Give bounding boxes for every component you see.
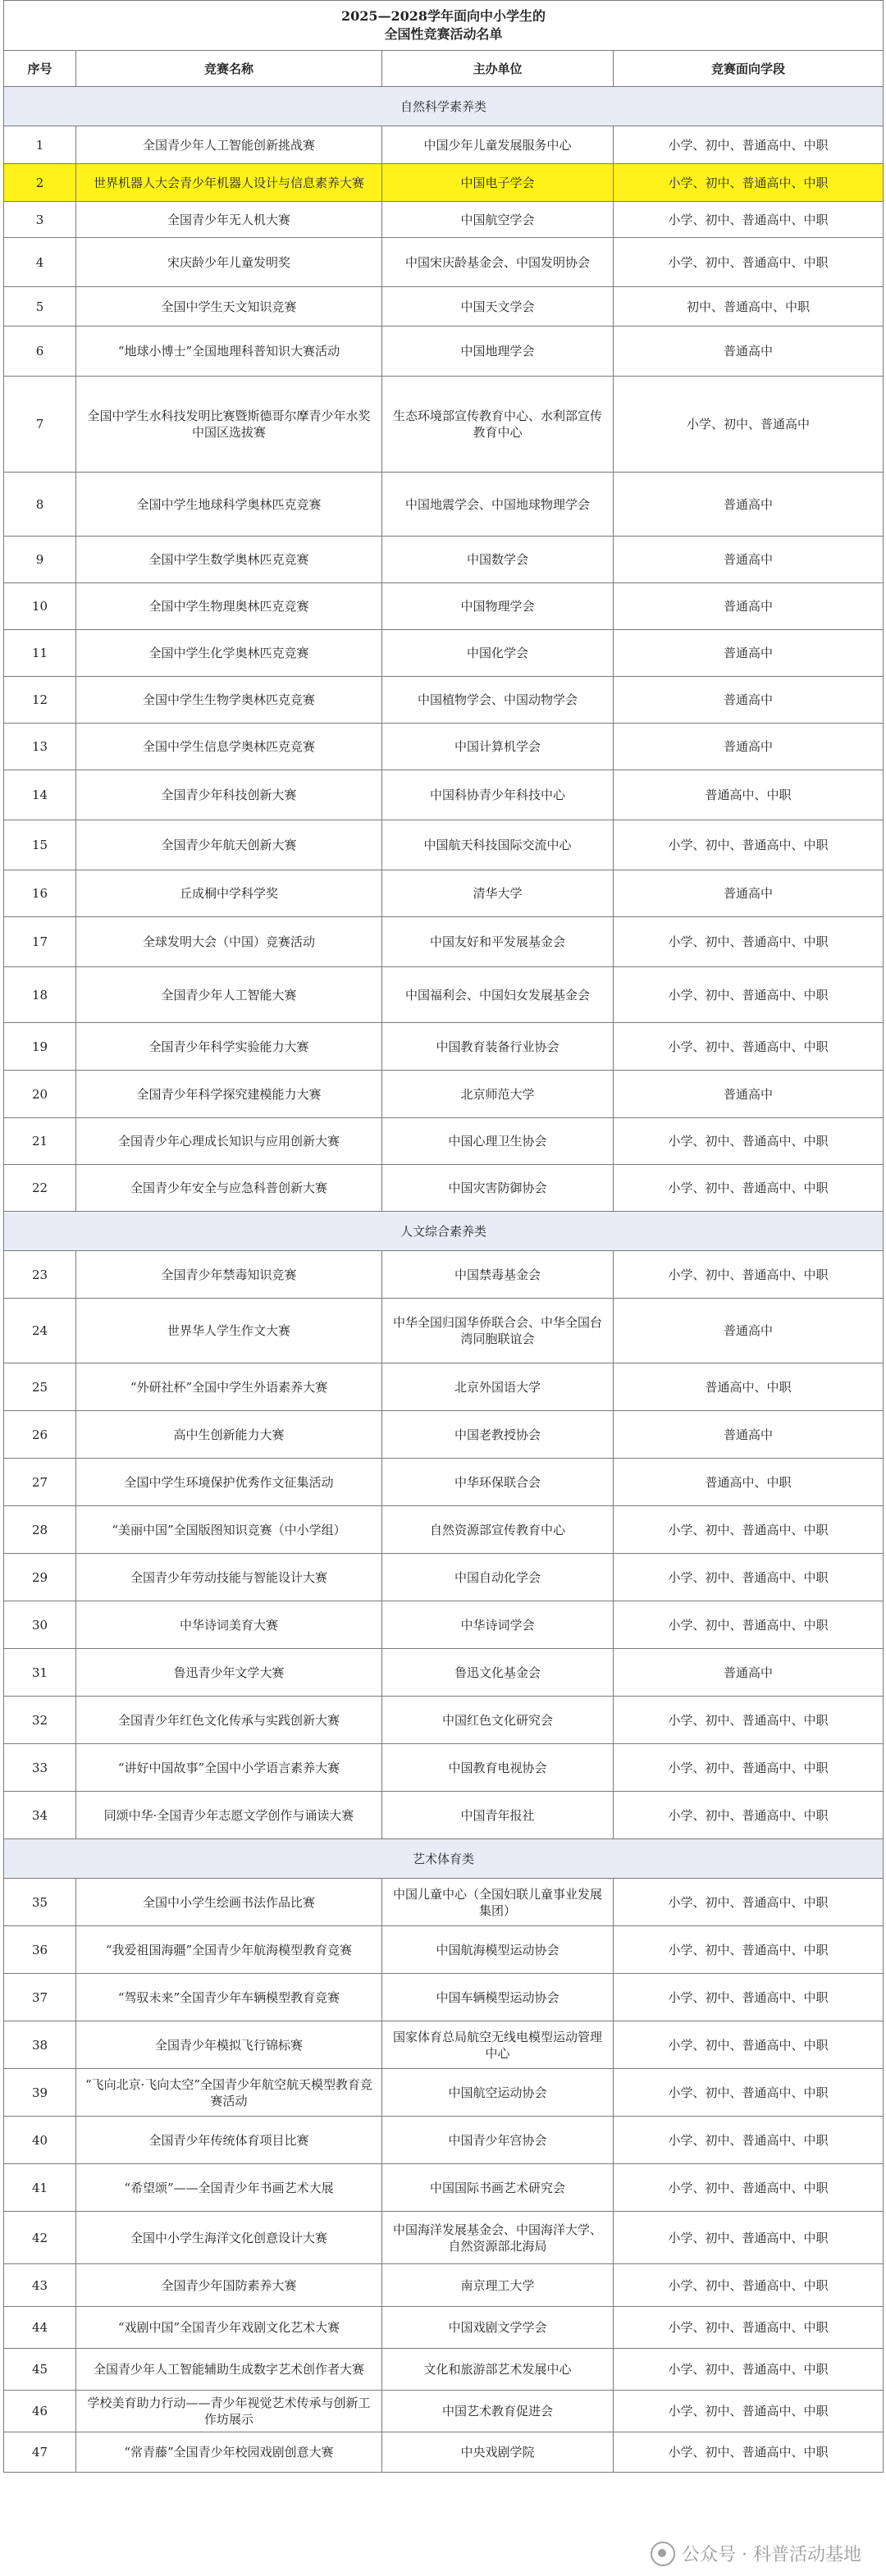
cell-name: 全国中小学生海洋文化创意设计大赛 xyxy=(76,2212,382,2264)
header-level: 竞赛面向学段 xyxy=(614,51,884,87)
cell-no: 21 xyxy=(4,1118,76,1165)
cell-org: 北京师范大学 xyxy=(382,1071,614,1118)
watermark-label: 公众号 · 科普活动基地 xyxy=(682,2545,861,2565)
cell-no: 13 xyxy=(4,724,76,770)
table-row xyxy=(4,1363,884,1411)
cell-level: 小学、初中、普通高中、中职 xyxy=(614,1879,884,1926)
cell-level: 普通高中 xyxy=(614,1299,884,1363)
cell-level: 小学、初中、普通高中、中职 xyxy=(614,2021,884,2069)
cell-level: 小学、初中、普通高中、中职 xyxy=(614,2164,884,2212)
table-row xyxy=(4,1601,884,1649)
table-row xyxy=(4,1744,884,1792)
cell-org: 中国教育电视协会 xyxy=(382,1744,614,1792)
category-row xyxy=(4,87,884,126)
cell-name: 全国青少年人工智能辅助生成数字艺术创作者大赛 xyxy=(76,2349,382,2391)
cell-level: 小学、初中、普通高中、中职 xyxy=(614,126,884,164)
cell-org: 中国艺术教育促进会 xyxy=(382,2391,614,2432)
cell-org: 中国青少年宫协会 xyxy=(382,2117,614,2164)
cell-org: 中国宋庆龄基金会、中国发明协会 xyxy=(382,238,614,287)
cell-name: “讲好中国故事”全国中小学语言素养大赛 xyxy=(76,1744,382,1792)
table-row xyxy=(4,1697,884,1744)
cell-level: 普通高中 xyxy=(614,1411,884,1459)
cell-no: 19 xyxy=(4,1023,76,1071)
watermark xyxy=(651,2541,861,2566)
table-row xyxy=(4,677,884,724)
cell-name: 全国青少年人工智能大赛 xyxy=(76,967,382,1023)
cell-name: 全国青少年科学探究建模能力大赛 xyxy=(76,1071,382,1118)
cell-no: 2 xyxy=(4,164,76,202)
cell-no: 37 xyxy=(4,1974,76,2021)
table-row xyxy=(4,1299,884,1363)
cell-name: 全国中学生水科技发明比赛暨斯德哥尔摩青少年水奖中国区选拔赛 xyxy=(76,377,382,473)
cell-no: 40 xyxy=(4,2117,76,2164)
cell-name: “美丽中国”全国版图知识竞赛（中小学组） xyxy=(76,1506,382,1554)
cell-level: 普通高中 xyxy=(614,870,884,917)
cell-no: 23 xyxy=(4,1251,76,1299)
cell-no: 38 xyxy=(4,2021,76,2069)
cell-level: 小学、初中、普通高中、中职 xyxy=(614,917,884,967)
cell-name: 全国中学生物理奥林匹克竞赛 xyxy=(76,583,382,630)
cell-no: 42 xyxy=(4,2212,76,2264)
table-row xyxy=(4,2117,884,2164)
cell-no: 45 xyxy=(4,2349,76,2391)
cell-name: “外研社杯”全国中学生外语素养大赛 xyxy=(76,1363,382,1411)
cell-org: 中国天文学会 xyxy=(382,287,614,327)
table-row xyxy=(4,1649,884,1697)
cell-level: 普通高中 xyxy=(614,1649,884,1697)
cell-org: 中华环保联合会 xyxy=(382,1459,614,1506)
cell-name: 全国青少年人工智能创新挑战赛 xyxy=(76,126,382,164)
table-row xyxy=(4,2069,884,2117)
cell-name: 宋庆龄少年儿童发明奖 xyxy=(76,238,382,287)
cell-name: 全国青少年劳动技能与智能设计大赛 xyxy=(76,1554,382,1601)
cell-org: 中国物理学会 xyxy=(382,583,614,630)
table-row xyxy=(4,1792,884,1839)
header-org: 主办单位 xyxy=(382,51,614,87)
table-row xyxy=(4,2307,884,2349)
cell-level: 小学、初中、普通高中、中职 xyxy=(614,1251,884,1299)
table-row xyxy=(4,2391,884,2432)
cell-name: “我爱祖国海疆”全国青少年航海模型教育竞赛 xyxy=(76,1926,382,1974)
title-row xyxy=(4,1,884,51)
table-row xyxy=(4,630,884,677)
table-row xyxy=(4,473,884,537)
cell-name: 世界机器人大会青少年机器人设计与信息素养大赛 xyxy=(76,164,382,202)
cell-name: “常青藤”全国青少年校园戏剧创意大赛 xyxy=(76,2432,382,2473)
table-row xyxy=(4,1118,884,1165)
cell-name: 全国中学生化学奥林匹克竞赛 xyxy=(76,630,382,677)
cell-no: 11 xyxy=(4,630,76,677)
cell-name: 全国青少年科技创新大赛 xyxy=(76,770,382,820)
cell-level: 小学、初中、普通高中、中职 xyxy=(614,2432,884,2473)
cell-org: 中国航天科技国际交流中心 xyxy=(382,820,614,870)
table-row xyxy=(4,917,884,967)
cell-level: 小学、初中、普通高中、中职 xyxy=(614,820,884,870)
cell-level: 小学、初中、普通高中、中职 xyxy=(614,2212,884,2264)
cell-org: 中国地理学会 xyxy=(382,327,614,377)
table-row xyxy=(4,2264,884,2307)
cell-org: 中国自动化学会 xyxy=(382,1554,614,1601)
cell-level: 小学、初中、普通高中、中职 xyxy=(614,238,884,287)
cell-org: 中国计算机学会 xyxy=(382,724,614,770)
cell-org: 中国植物学会、中国动物学会 xyxy=(382,677,614,724)
table-row xyxy=(4,1251,884,1299)
cell-level: 普通高中 xyxy=(614,583,884,630)
cell-name: 全国中学生信息学奥林匹克竞赛 xyxy=(76,724,382,770)
cell-org: 中国友好和平发展基金会 xyxy=(382,917,614,967)
table-row xyxy=(4,1071,884,1118)
table-row xyxy=(4,870,884,917)
cell-no: 16 xyxy=(4,870,76,917)
table-row xyxy=(4,967,884,1023)
cell-name: “驾驭未来”全国青少年车辆模型教育竞赛 xyxy=(76,1974,382,2021)
cell-org: 中国老教授协会 xyxy=(382,1411,614,1459)
table-row xyxy=(4,1459,884,1506)
cell-org: 中国少年儿童发展服务中心 xyxy=(382,126,614,164)
cell-org: 中国戏剧文学学会 xyxy=(382,2307,614,2349)
cell-name: 全国青少年无人机大赛 xyxy=(76,202,382,238)
cell-level: 小学、初中、普通高中、中职 xyxy=(614,2117,884,2164)
table-row xyxy=(4,583,884,630)
cell-name: 全国青少年心理成长知识与应用创新大赛 xyxy=(76,1118,382,1165)
cell-org: 中华诗词学会 xyxy=(382,1601,614,1649)
table-row xyxy=(4,820,884,870)
cell-name: 世界华人学生作文大赛 xyxy=(76,1299,382,1363)
cell-name: “戏剧中国”全国青少年戏剧文化艺术大赛 xyxy=(76,2307,382,2349)
cell-level: 小学、初中、普通高中、中职 xyxy=(614,1601,884,1649)
title-line-1: 2025—2028学年面向中小学生的 xyxy=(340,8,546,24)
cell-level: 初中、普通高中、中职 xyxy=(614,287,884,327)
table-row xyxy=(4,377,884,473)
cell-no: 18 xyxy=(4,967,76,1023)
cell-no: 9 xyxy=(4,537,76,583)
cell-no: 44 xyxy=(4,2307,76,2349)
cell-org: 中国教育装备行业协会 xyxy=(382,1023,614,1071)
cell-level: 普通高中、中职 xyxy=(614,1459,884,1506)
cell-no: 29 xyxy=(4,1554,76,1601)
category-label: 人文综合素养类 xyxy=(4,1212,884,1251)
cell-name: 全国中学生天文知识竞赛 xyxy=(76,287,382,327)
cell-no: 8 xyxy=(4,473,76,537)
cell-org: 国家体育总局航空无线电模型运动管理中心 xyxy=(382,2021,614,2069)
cell-name: 全国中学生生物学奥林匹克竞赛 xyxy=(76,677,382,724)
cell-level: 小学、初中、普通高中、中职 xyxy=(614,1118,884,1165)
cell-name: “飞向北京·飞向太空”全国青少年航空航天模型教育竞赛活动 xyxy=(76,2069,382,2117)
cell-level: 小学、初中、普通高中、中职 xyxy=(614,1792,884,1839)
cell-level: 小学、初中、普通高中、中职 xyxy=(614,2307,884,2349)
cell-level: 小学、初中、普通高中、中职 xyxy=(614,1744,884,1792)
cell-name: 全国中学生环境保护优秀作文征集活动 xyxy=(76,1459,382,1506)
cell-org: 中国车辆模型运动协会 xyxy=(382,1974,614,2021)
cell-org: 鲁迅文化基金会 xyxy=(382,1649,614,1697)
cell-no: 25 xyxy=(4,1363,76,1411)
cell-no: 32 xyxy=(4,1697,76,1744)
cell-name: 全国青少年国防素养大赛 xyxy=(76,2264,382,2307)
cell-name: 鲁迅青少年文学大赛 xyxy=(76,1649,382,1697)
cell-name: 全球发明大会（中国）竞赛活动 xyxy=(76,917,382,967)
cell-no: 34 xyxy=(4,1792,76,1839)
table-row xyxy=(4,1506,884,1554)
cell-level: 小学、初中、普通高中、中职 xyxy=(614,1023,884,1071)
cell-org: 中国航空运动协会 xyxy=(382,2069,614,2117)
table-row xyxy=(4,1411,884,1459)
category-row xyxy=(4,1212,884,1251)
cell-level: 小学、初中、普通高中、中职 xyxy=(614,1165,884,1212)
category-label: 艺术体育类 xyxy=(4,1839,884,1879)
cell-level: 普通高中、中职 xyxy=(614,770,884,820)
cell-org: 清华大学 xyxy=(382,870,614,917)
cell-no: 15 xyxy=(4,820,76,870)
cell-name: “地球小博士”全国地理科普知识大赛活动 xyxy=(76,327,382,377)
cell-level: 普通高中 xyxy=(614,537,884,583)
cell-level: 普通高中 xyxy=(614,724,884,770)
cell-name: 高中生创新能力大赛 xyxy=(76,1411,382,1459)
category-label: 自然科学素养类 xyxy=(4,87,884,126)
table-row xyxy=(4,202,884,238)
cell-org: 中国禁毒基金会 xyxy=(382,1251,614,1299)
cell-no: 1 xyxy=(4,126,76,164)
cell-org: 南京理工大学 xyxy=(382,2264,614,2307)
cell-org: 中国航海模型运动协会 xyxy=(382,1926,614,1974)
cell-no: 43 xyxy=(4,2264,76,2307)
cell-level: 普通高中 xyxy=(614,630,884,677)
cell-no: 22 xyxy=(4,1165,76,1212)
cell-org: 生态环境部宣传教育中心、水利部宣传教育中心 xyxy=(382,377,614,473)
table-row xyxy=(4,1554,884,1601)
cell-level: 小学、初中、普通高中、中职 xyxy=(614,1554,884,1601)
cell-no: 47 xyxy=(4,2432,76,2473)
table-row xyxy=(4,1974,884,2021)
cell-level: 普通高中 xyxy=(614,327,884,377)
table-row xyxy=(4,287,884,327)
cell-no: 3 xyxy=(4,202,76,238)
cell-level: 小学、初中、普通高中、中职 xyxy=(614,1974,884,2021)
cell-no: 12 xyxy=(4,677,76,724)
cell-name: 全国中学生地球科学奥林匹克竞赛 xyxy=(76,473,382,537)
cell-level: 小学、初中、普通高中、中职 xyxy=(614,2069,884,2117)
cell-org: 中华全国归国华侨联合会、中华全国台湾同胞联谊会 xyxy=(382,1299,614,1363)
cell-no: 24 xyxy=(4,1299,76,1363)
cell-no: 46 xyxy=(4,2391,76,2432)
table-row xyxy=(4,724,884,770)
cell-no: 26 xyxy=(4,1411,76,1459)
cell-name: 全国青少年禁毒知识竞赛 xyxy=(76,1251,382,1299)
table-row xyxy=(4,537,884,583)
wechat-icon xyxy=(651,2542,675,2566)
table-row xyxy=(4,2349,884,2391)
table-title xyxy=(4,1,884,51)
header-name: 竞赛名称 xyxy=(76,51,382,87)
cell-name: 中华诗词美育大赛 xyxy=(76,1601,382,1649)
cell-org: 中国福利会、中国妇女发展基金会 xyxy=(382,967,614,1023)
cell-name: 同颂中华·全国青少年志愿文学创作与诵读大赛 xyxy=(76,1792,382,1839)
cell-level: 小学、初中、普通高中、中职 xyxy=(614,1506,884,1554)
table-row xyxy=(4,238,884,287)
cell-level: 小学、初中、普通高中、中职 xyxy=(614,164,884,202)
table-body xyxy=(4,87,884,2473)
cell-level: 普通高中 xyxy=(614,677,884,724)
table-row xyxy=(4,2212,884,2264)
cell-level: 小学、初中、普通高中、中职 xyxy=(614,2391,884,2432)
cell-level: 小学、初中、普通高中 xyxy=(614,377,884,473)
table-row xyxy=(4,164,884,202)
cell-no: 6 xyxy=(4,327,76,377)
cell-no: 31 xyxy=(4,1649,76,1697)
cell-no: 14 xyxy=(4,770,76,820)
cell-level: 普通高中 xyxy=(614,473,884,537)
cell-name: “希望颂”——全国青少年书画艺术大展 xyxy=(76,2164,382,2212)
cell-org: 中国化学会 xyxy=(382,630,614,677)
cell-org: 中国科协青少年科技中心 xyxy=(382,770,614,820)
cell-org: 中国国际书画艺术研究会 xyxy=(382,2164,614,2212)
cell-no: 36 xyxy=(4,1926,76,1974)
cell-name: 全国中小学生绘画书法作品比赛 xyxy=(76,1879,382,1926)
header-row xyxy=(4,51,884,87)
cell-level: 小学、初中、普通高中、中职 xyxy=(614,1926,884,1974)
cell-no: 39 xyxy=(4,2069,76,2117)
table-row xyxy=(4,327,884,377)
table-row xyxy=(4,2432,884,2473)
cell-org: 中国海洋发展基金会、中国海洋大学、自然资源部北海局 xyxy=(382,2212,614,2264)
table-row xyxy=(4,2021,884,2069)
cell-no: 10 xyxy=(4,583,76,630)
cell-no: 20 xyxy=(4,1071,76,1118)
title-line-2: 全国性竞赛活动名单 xyxy=(384,26,503,42)
cell-org: 中国心理卫生协会 xyxy=(382,1118,614,1165)
cell-name: 全国青少年安全与应急科普创新大赛 xyxy=(76,1165,382,1212)
table-row xyxy=(4,2164,884,2212)
table-row xyxy=(4,126,884,164)
cell-org: 中国电子学会 xyxy=(382,164,614,202)
table-row xyxy=(4,770,884,820)
cell-no: 7 xyxy=(4,377,76,473)
category-row xyxy=(4,1839,884,1879)
cell-org: 中国灾害防御协会 xyxy=(382,1165,614,1212)
cell-level: 普通高中 xyxy=(614,1071,884,1118)
table-row xyxy=(4,1165,884,1212)
cell-org: 中国儿童中心（全国妇联儿童事业发展集团） xyxy=(382,1879,614,1926)
cell-no: 30 xyxy=(4,1601,76,1649)
cell-level: 小学、初中、普通高中、中职 xyxy=(614,2264,884,2307)
cell-no: 28 xyxy=(4,1506,76,1554)
cell-name: 全国中学生数学奥林匹克竞赛 xyxy=(76,537,382,583)
table-row xyxy=(4,1926,884,1974)
cell-org: 自然资源部宣传教育中心 xyxy=(382,1506,614,1554)
table-row xyxy=(4,1879,884,1926)
cell-org: 中国航空学会 xyxy=(382,202,614,238)
cell-name: 全国青少年模拟飞行锦标赛 xyxy=(76,2021,382,2069)
cell-org: 文化和旅游部艺术发展中心 xyxy=(382,2349,614,2391)
cell-level: 小学、初中、普通高中、中职 xyxy=(614,1697,884,1744)
cell-org: 北京外国语大学 xyxy=(382,1363,614,1411)
cell-org: 中央戏剧学院 xyxy=(382,2432,614,2473)
cell-org: 中国青年报社 xyxy=(382,1792,614,1839)
cell-org: 中国红色文化研究会 xyxy=(382,1697,614,1744)
cell-no: 35 xyxy=(4,1879,76,1926)
cell-no: 5 xyxy=(4,287,76,327)
cell-name: 全国青少年航天创新大赛 xyxy=(76,820,382,870)
cell-name: 学校美育助力行动——青少年视觉艺术传承与创新工作坊展示 xyxy=(76,2391,382,2432)
cell-org: 中国地震学会、中国地球物理学会 xyxy=(382,473,614,537)
cell-level: 普通高中、中职 xyxy=(614,1363,884,1411)
table-row xyxy=(4,1023,884,1071)
cell-name: 丘成桐中学科学奖 xyxy=(76,870,382,917)
cell-no: 4 xyxy=(4,238,76,287)
cell-level: 小学、初中、普通高中、中职 xyxy=(614,967,884,1023)
cell-no: 41 xyxy=(4,2164,76,2212)
cell-level: 小学、初中、普通高中、中职 xyxy=(614,2349,884,2391)
cell-name: 全国青少年传统体育项目比赛 xyxy=(76,2117,382,2164)
cell-level: 小学、初中、普通高中、中职 xyxy=(614,202,884,238)
cell-name: 全国青少年科学实验能力大赛 xyxy=(76,1023,382,1071)
cell-org: 中国数学会 xyxy=(382,537,614,583)
cell-no: 17 xyxy=(4,917,76,967)
cell-no: 33 xyxy=(4,1744,76,1792)
cell-no: 27 xyxy=(4,1459,76,1506)
cell-name: 全国青少年红色文化传承与实践创新大赛 xyxy=(76,1697,382,1744)
competition-table xyxy=(3,0,884,2473)
header-no: 序号 xyxy=(4,51,76,87)
